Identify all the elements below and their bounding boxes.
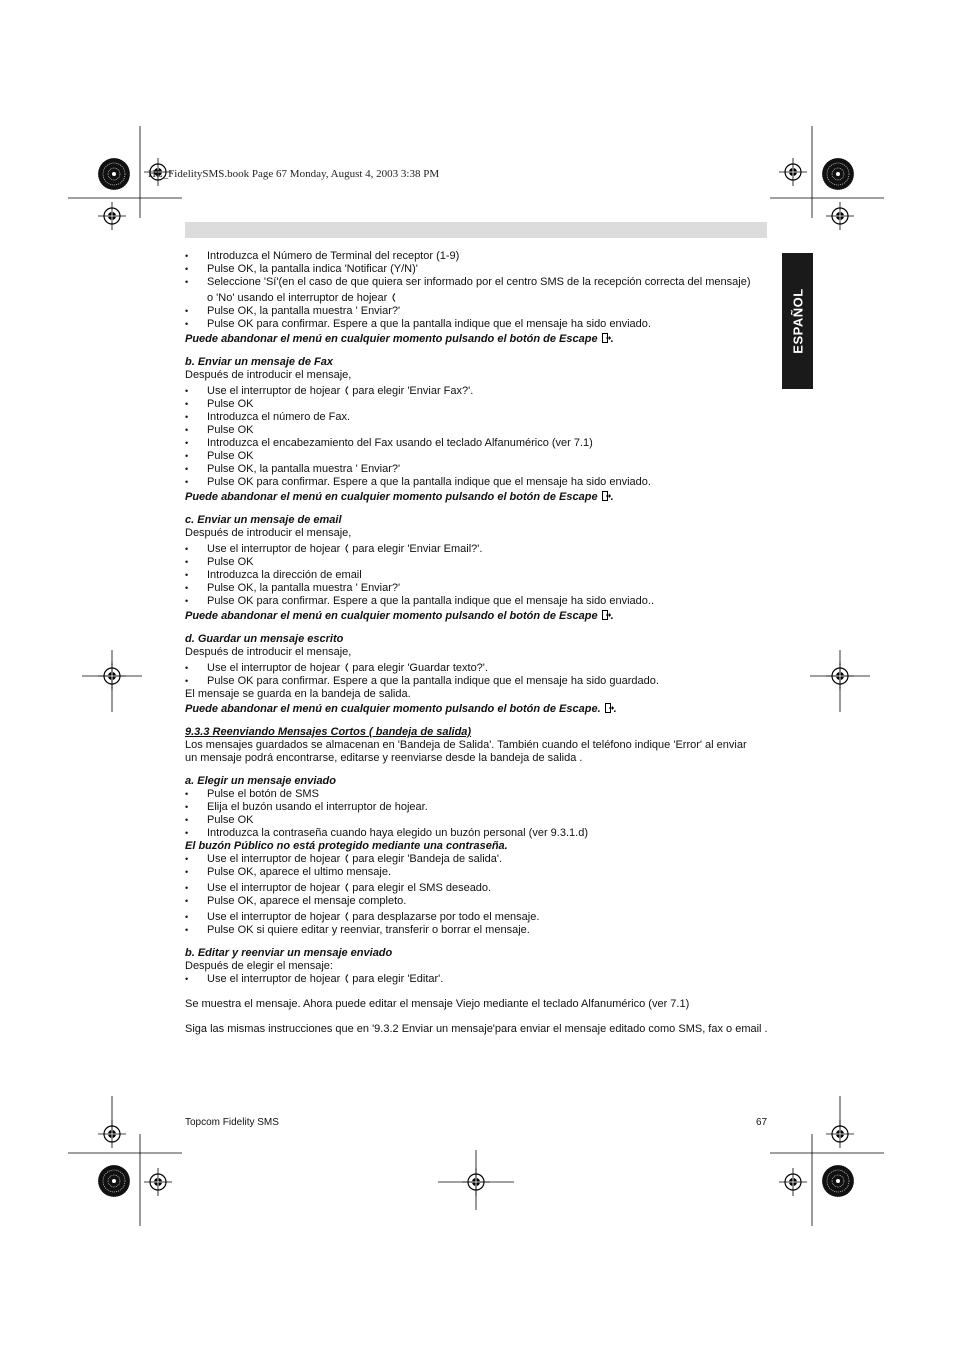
list-item: • Pulse OK — [185, 450, 770, 463]
section-title-choose: a. Elegir un mensaje enviado — [185, 775, 336, 787]
escape-note: Puede abandonar el menú en cualquier momento pulsando el botón de Escape . — [185, 333, 614, 345]
list-item: • Pulse OK — [185, 398, 770, 411]
section-title-forward: 9.3.3 Reenviando Mensajes Cortos ( bandeja de salida) — [185, 726, 472, 738]
section-lead: Después de introducir el mensaje, — [185, 527, 352, 539]
list-item: • Pulse OK si quiere editar y reenviar, transferir o borrar el mensaje. — [185, 924, 770, 937]
list-item: • Pulse OK, la pantalla muestra ' Enviar?' — [185, 582, 770, 595]
list-item: • Pulse OK — [185, 556, 770, 569]
language-tab — [782, 253, 813, 389]
list-item: • Pulse OK — [185, 424, 770, 437]
list-item: • Use el interruptor de hojear para elegir 'Enviar Fax?'. — [185, 385, 770, 398]
paragraph: un mensaje podrá encontrarse, editarse y reenviarse desde la bandeja de salida . — [185, 752, 583, 764]
list-item: • Introduzca el Número de Terminal del receptor (1-9) — [185, 250, 770, 263]
list-item: • Pulse OK, aparece el ultimo mensaje. — [185, 866, 770, 879]
scroll-switch-icon — [343, 386, 349, 395]
paragraph: Los mensajes guardados se almacenan en 'Bandeja de Salida'. También cuando el teléfono indique 'Error' al enviar — [185, 739, 747, 751]
list-item: • Seleccione 'Sí'(en el caso de que quiera ser informado por el centro SMS de la recepción correcta del mensaje) — [185, 276, 770, 289]
list-item: • Introduzca la dirección de email — [185, 569, 770, 582]
list-item: • Pulse OK — [185, 814, 770, 827]
section-title-fax: b. Enviar un mensaje de Fax — [185, 356, 333, 368]
list-item: • Use el interruptor de hojear para elegir 'Bandeja de salida'. — [185, 853, 770, 866]
header-file-info: HL_FidelitySMS.book Page 67 Monday, August 4, 2003 3:38 PM — [148, 168, 440, 180]
list-item: • Pulse OK para confirmar. Espere a que la pantalla indique que el mensaje ha sido enviado. — [185, 476, 770, 489]
scroll-switch-icon — [343, 883, 349, 892]
list-item: • Introduzca el número de Fax. — [185, 411, 770, 424]
section-title-edit: b. Editar y reenviar un mensaje enviado — [185, 947, 393, 959]
scroll-switch-icon — [343, 854, 349, 863]
section-lead: Después de introducir el mensaje, — [185, 646, 352, 658]
list-item: • Use el interruptor de hojear para elegir 'Guardar texto?'. — [185, 662, 770, 675]
list-item: • Introduzca el encabezamiento del Fax usando el teclado Alfanumérico (ver 7.1) — [185, 437, 770, 450]
list-item: • Pulse OK, la pantalla muestra ' Enviar?' — [185, 463, 770, 476]
paragraph: Siga las mismas instrucciones que en '9.3.2 Enviar un mensaje'para enviar el mensaje editado como SMS, fax o email . — [185, 1023, 768, 1035]
paragraph: Se muestra el mensaje. Ahora puede editar el mensaje Viejo mediante el teclado Alfanumérico (ver 7.1) — [185, 998, 690, 1010]
section-title-save: d. Guardar un mensaje escrito — [185, 633, 344, 645]
list-item: • Pulse OK, aparece el mensaje completo. — [185, 895, 770, 908]
list-item: • Introduzca la contraseña cuando haya elegido un buzón personal (ver 9.3.1.d) — [185, 827, 770, 840]
list-item: • Use el interruptor de hojear para elegir el SMS deseado. — [185, 882, 770, 895]
scroll-switch-icon — [390, 293, 396, 302]
public-mailbox-note: El buzón Público no está protegido mediante una contraseña. — [185, 840, 508, 852]
list-item: • Pulse OK para confirmar. Espere a que la pantalla indique que el mensaje ha sido enviado. — [185, 318, 770, 331]
list-item: • Pulse OK, la pantalla indica 'Notificar (Y/N)' — [185, 263, 770, 276]
scroll-switch-icon — [343, 663, 349, 672]
list-item: • Pulse OK, la pantalla muestra ' Enviar?' — [185, 305, 770, 318]
section-title-email: c. Enviar un mensaje de email — [185, 514, 342, 526]
save-after-text: El mensaje se guarda en la bandeja de salida. — [185, 688, 411, 700]
escape-icon — [602, 491, 611, 501]
header-bar — [185, 222, 767, 238]
list-item: • Pulse OK para confirmar. Espere a que la pantalla indique que el mensaje ha sido enviado.. — [185, 595, 770, 608]
list-item: • Pulse el botón de SMS — [185, 788, 770, 801]
list-item: • Use el interruptor de hojear para elegir 'Editar'. — [185, 973, 770, 986]
escape-note: Puede abandonar el menú en cualquier momento pulsando el botón de Escape . — [185, 610, 614, 622]
list-item-continuation: o 'No' usando el interruptor de hojear — [185, 292, 770, 305]
list-item: • Pulse OK para confirmar. Espere a que la pantalla indique que el mensaje ha sido guardado. — [185, 675, 770, 688]
section-lead: Después de elegir el mensaje: — [185, 960, 333, 972]
escape-note: Puede abandonar el menú en cualquier momento pulsando el botón de Escape. . — [185, 703, 617, 715]
escape-icon — [602, 333, 611, 343]
scroll-switch-icon — [343, 912, 349, 921]
escape-icon — [602, 610, 611, 620]
list-item: • Use el interruptor de hojear para elegir 'Enviar Email?'. — [185, 543, 770, 556]
footer-product: Topcom Fidelity SMS — [185, 1117, 279, 1128]
section-lead: Después de introducir el mensaje, — [185, 369, 352, 381]
list-item: • Elija el buzón usando el interruptor de hojear. — [185, 801, 770, 814]
language-tab-label: ESPAÑOL — [790, 288, 805, 354]
page-content — [185, 250, 770, 1036]
escape-note: Puede abandonar el menú en cualquier momento pulsando el botón de Escape . — [185, 491, 614, 503]
scroll-switch-icon — [343, 544, 349, 553]
scroll-switch-icon — [343, 974, 349, 983]
page-number: 67 — [756, 1117, 768, 1128]
list-item: • Use el interruptor de hojear para desplazarse por todo el mensaje. — [185, 911, 770, 924]
escape-icon — [605, 703, 614, 713]
